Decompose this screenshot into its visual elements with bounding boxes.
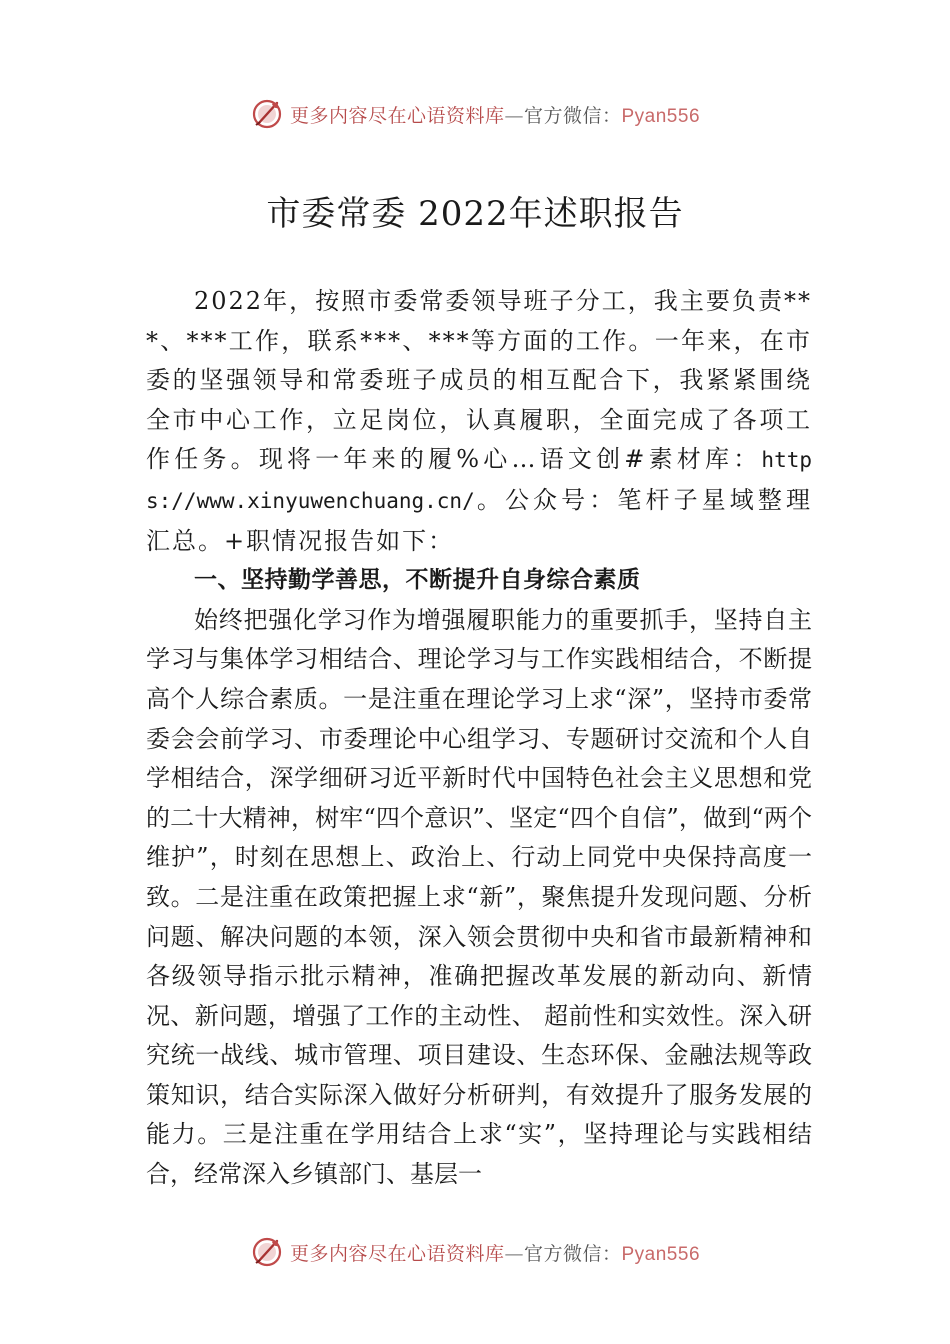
footer-banner xyxy=(0,1232,950,1272)
intro-paragraph xyxy=(146,282,812,561)
banner-separator: — xyxy=(504,1242,524,1265)
banner-text xyxy=(290,1239,700,1266)
banner-wechat-label: 官方微信： xyxy=(523,1242,622,1265)
banner-wechat-label: 官方微信： xyxy=(523,104,622,127)
header-banner xyxy=(0,94,950,134)
document-title: 市委常委 2022年述职报告 xyxy=(266,194,684,234)
banner-main-text: 更多内容尽在心语资料库 xyxy=(289,1242,505,1265)
section-body-paragraph: 始终把强化学习作为增强履职能力的重要抓手，坚持自主学习与集体学习相结合、理论学习与工作实践相结合，不断提高个人综合素质。一是注重在理论学习上求“深”，坚持市委常委会会前学习、市委理论中心组学习、专题研讨交流和个人自学相结合，深学细研习近平新时代中国特色社会主义思想和党的二十大精神，树牢“四个意识”、坚定“四个自信”，做到“两个维护”，时刻在思想上、政治上、行动上同党中央保持高度一致。二是注重在政策把握上求“新”，聚焦提升发现问题、分析问题、解决问题的本领，深入领会贯彻中央和省市最新精神和各级领导指示批示精神，准确把握改革发展的新动向、新情况、新问题，增强了工作的主动性、 超前性和实效性。深入研究统一战线、城市管理、项目建设、生态环保、金融法规等政策知识，结合实际深入做好分析研判，有效提升了服务发展的能力。三是注重在学用结合上求“实”，坚持理论与实践相结合，经常深入乡镇部门、基层一 xyxy=(146,605,812,1189)
banner-wechat-id: Pyan556 xyxy=(621,105,701,127)
banner-text xyxy=(290,101,700,128)
intro-url: https://www.xinyuwenchuang.cn/ xyxy=(146,448,812,513)
quill-seal-icon xyxy=(250,97,284,131)
intro-text-part1: 2022年，按照市委常委领导班子分工，我主要负责***、***工作，联系***、***等方面的工作。一年来，在市委的坚强领导和常委班子成员的相互配合下，我紧紧围绕全市中心工作，立足岗位，认真履职，全面完成了各项工作任务。现将一年来的履%心…语文创#素材库： xyxy=(146,287,812,474)
quill-seal-icon xyxy=(250,1235,284,1269)
banner-wechat-id: Pyan556 xyxy=(621,1243,701,1265)
section-heading: 一、坚持勤学善思，不断提升自身综合素质 xyxy=(194,567,641,594)
intro-text-part2: 。公众号：笔杆子星域整理汇总。+职情况报告如下： xyxy=(146,485,812,555)
document-body xyxy=(146,282,812,1195)
banner-separator: — xyxy=(504,104,524,127)
banner-main-text: 更多内容尽在心语资料库 xyxy=(289,104,505,127)
